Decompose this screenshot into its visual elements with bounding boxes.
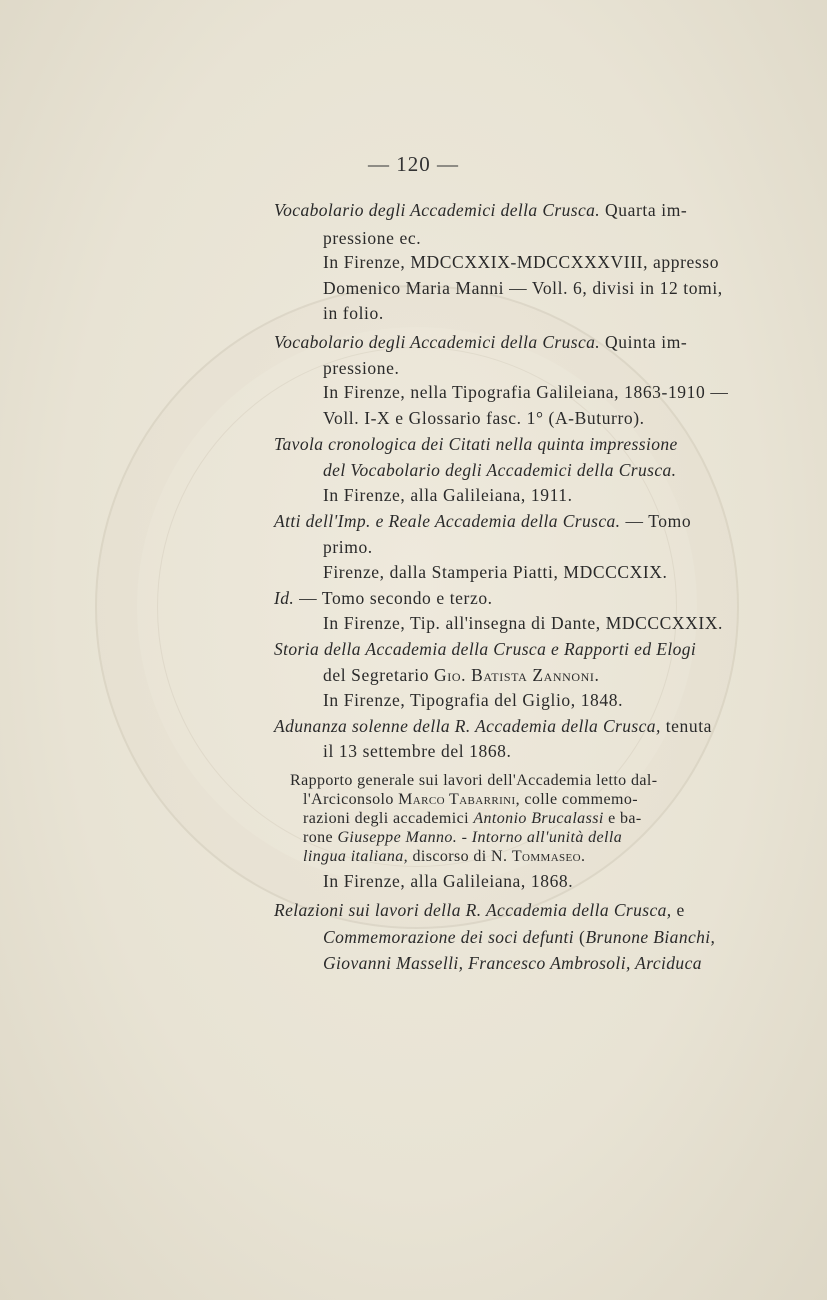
page-number: — 120 —	[368, 152, 459, 176]
sub-line-5-a: lingua italiana,	[303, 848, 409, 865]
entry-2-title-cont: Quinta im-	[600, 332, 688, 352]
entry-4-title-cont: — Tomo	[620, 511, 692, 531]
entry-6-line-2	[323, 664, 600, 686]
entry-7-sub-line-1: Rapporto generale sui lavori dell'Accademia letto dal-	[290, 772, 658, 789]
entry-8-name-1: Brunone Bianchi,	[585, 927, 716, 947]
entry-4-line-3: Firenze, dalla Stamperia Piatti, MDCCCXIX.	[323, 562, 668, 582]
entry-2-line-1	[274, 331, 687, 353]
entry-8-line-1	[274, 899, 685, 921]
entry-4-title: Atti dell'Imp. e Reale Accademia della Crusca.	[274, 511, 621, 531]
entry-1-title: Vocabolario degli Accademici della Crusca.	[274, 200, 601, 220]
entry-1-line-2: pressione ec.	[323, 228, 422, 248]
entry-4-line-2: primo.	[323, 537, 373, 557]
entry-3-line-2	[323, 459, 676, 481]
sub-line-2-c: colle commemo-	[519, 791, 638, 808]
entry-1-line-3: In Firenze, MDCCXXIX-MDCCXXXVIII, appresso	[323, 252, 720, 272]
entry-2-line-3: In Firenze, nella Tipografia Galileiana, 1863-1910 —	[323, 382, 729, 402]
entry-7-sub-line-5	[303, 846, 585, 868]
entry-8-paren: (	[574, 927, 586, 947]
entry-3-line-1	[274, 433, 678, 455]
entry-1-line-1	[274, 199, 687, 221]
entry-8-subtitle: Commemorazione dei soci defunti	[323, 927, 575, 947]
entry-5-title-cont: — Tomo secondo e terzo.	[294, 588, 493, 608]
entry-2-line-2: pressione.	[323, 358, 400, 378]
sub-line-5-name: Tommaseo.	[511, 848, 586, 865]
entry-8-line-2	[323, 926, 715, 948]
entry-2-title: Vocabolario degli Accademici della Crusca.	[274, 332, 601, 352]
entry-1-line-4: Domenico Maria Manni — Voll. 6, divisi in 12 tomi,	[323, 278, 723, 298]
entry-3-line-3: In Firenze, alla Galileiana, 1911.	[323, 485, 573, 505]
sub-line-4-b: Giuseppe Manno. - Intorno all'unità della	[337, 829, 623, 846]
sub-line-2-a: l'Arciconsolo	[303, 791, 399, 808]
entry-7-title: Adunanza solenne della R. Accademia della Crusca,	[274, 716, 661, 736]
sub-line-3-a: razioni degli accademici	[303, 810, 474, 827]
entry-5-line-2: In Firenze, Tip. all'insegna di Dante, MDCCCXXIX.	[323, 613, 724, 633]
entry-8-title-cont: e	[671, 900, 685, 920]
entry-7-line-1	[274, 715, 712, 737]
sub-line-3-c: e ba-	[603, 810, 642, 827]
entry-5-line-1	[274, 587, 493, 609]
entry-6-line-1	[274, 638, 696, 660]
entry-6-author: Gio. Batista Zannoni.	[434, 665, 600, 685]
entry-6-line-3: In Firenze, Tipografia del Giglio, 1848.	[323, 690, 624, 710]
entry-3-title-cont: del Vocabolario degli Accademici della Crusca.	[323, 460, 677, 480]
entry-7-line-2: il 13 settembre del 1868.	[323, 741, 512, 761]
entry-1-title-cont: Quarta im-	[600, 200, 688, 220]
entry-6-title: Storia della Accademia della Crusca e Rapporti ed Elogi	[274, 639, 697, 659]
entry-8-line-3	[323, 952, 702, 974]
entry-1-line-5: in folio.	[323, 303, 384, 323]
sub-line-2-name: Marco Tabarrini,	[398, 791, 520, 808]
entry-5-title: Id.	[274, 588, 295, 608]
entry-4-line-1	[274, 510, 691, 532]
sub-line-5-b: discorso di N.	[408, 848, 512, 865]
entry-8-names: Giovanni Masselli, Francesco Ambrosoli, Arciduca	[323, 953, 702, 973]
entry-7-line-3: In Firenze, alla Galileiana, 1868.	[323, 871, 574, 891]
sub-line-3-name: Antonio Brucalassi	[473, 810, 604, 827]
entry-3-title: Tavola cronologica dei Citati nella quinta impressione	[274, 434, 678, 454]
entry-6-author-prefix: del Segretario	[323, 665, 435, 685]
entry-8-title: Relazioni sui lavori della R. Accademia della Crusca,	[274, 900, 672, 920]
sub-line-4-a: rone	[303, 829, 338, 846]
entry-2-line-4: Voll. I-X e Glossario fasc. 1° (A-Buturro).	[323, 408, 645, 428]
entry-7-title-cont: tenuta	[660, 716, 713, 736]
